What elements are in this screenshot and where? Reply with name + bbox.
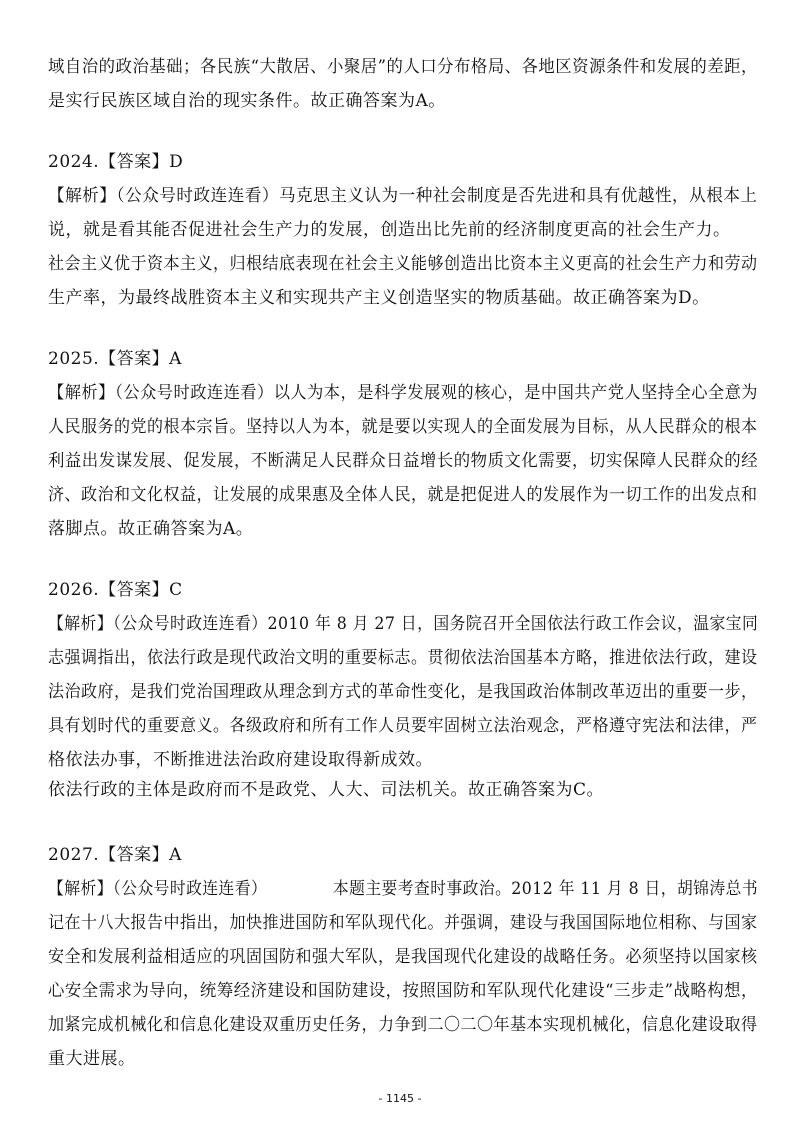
text-line: 依法行政的主体是政府而不是政党、人大、司法机关。故正确答案为C。 (48, 780, 605, 800)
text-line: 社会主义优于资本主义，归根结底表现在社会主义能够创造出比资本主义更高的社会生产力和劳动 (48, 254, 758, 274)
text-line: 【解析】（公众号时政连连看）马克思主义认为一种社会制度是否先进和具有优越性，从根本上 (48, 186, 758, 206)
text-line: 生产率，为最终战胜资本主义和实现共产主义创造坚实的物质基础。故正确答案为D。 (48, 288, 710, 308)
text-line: 是实行民族区域自治的现实条件。故正确答案为A。 (48, 91, 446, 111)
text-line: 心安全需求为导向，统筹经济建设和国防建设，按照国防和军队现代化建设“三步走”战略构想， (48, 981, 758, 1001)
text-line: 【解析】（公众号时政连连看）以人为本，是科学发展观的核心，是中国共产党人坚持全心全意为 (48, 383, 758, 403)
text-line: 济、政治和文化权益，让发展的成果惠及全体人民，就是把促进人的发展作为一切工作的出发点和 (48, 485, 758, 505)
text-line: 志强调指出，依法行政是现代政治文明的重要标志。贯彻依法治国基本方略，推进依法行政，建设 (48, 648, 758, 668)
text-line: 重大进展。 (48, 1049, 136, 1069)
text-line: 域自治的政治基础；各民族“大散居、小聚居”的人口分布格局、各地区资源条件和发展的差距， (48, 57, 758, 77)
answer-heading-2027: 2027.【答案】A (48, 845, 182, 865)
text-line: 安全和发展利益相适应的巩固国防和强大军队，是我国现代化建设的战略任务。必须坚持以国家核 (48, 947, 758, 967)
text-line: 加紧完成机械化和信息化建设双重历史任务，力争到二〇二〇年基本实现机械化，信息化建设取得 (48, 1015, 758, 1035)
text-line: 法治政府，是我们党治国理政从理念到方式的革命性变化，是我国政治体制改革迈出的重要一步， (48, 682, 758, 702)
page-number: - 1145 - (378, 1092, 422, 1105)
text-line: 【解析】（公众号时政连连看） 本题主要考查时事政治。2012 年 11 月 8 日，胡锦涛总书 (48, 879, 759, 899)
text-line: 格依法办事，不断推进法治政府建设取得新成效。 (48, 750, 433, 770)
answer-heading-2024: 2024.【答案】D (48, 152, 184, 172)
text-line: 【解析】（公众号时政连连看）2010 年 8 月 27 日，国务院召开全国依法行政工作会议，温家宝同 (48, 614, 759, 634)
answer-heading-2026: 2026.【答案】C (48, 580, 183, 600)
answer-heading-2025: 2025.【答案】A (48, 349, 182, 369)
text-line: 人民服务的党的根本宗旨。坚持以人为本，就是要以实现人的全面发展为目标，从人民群众的根本 (48, 417, 758, 437)
text-line: 利益出发谋发展、促发展，不断满足人民群众日益增长的物质文化需要，切实保障人民群众的经 (48, 451, 758, 471)
text-line: 说，就是看其能否促进社会生产力的发展，创造出比先前的经济制度更高的社会生产力。 (48, 220, 731, 240)
text-line: 落脚点。故正确答案为A。 (48, 519, 254, 539)
text-line: 具有划时代的重要意义。各级政府和所有工作人员要牢固树立法治观念，严格遵守宪法和法律，严 (48, 716, 758, 736)
text-line: 记在十八大报告中指出，加快推进国防和军队现代化。并强调，建设与我国国际地位相称、与国家 (48, 913, 758, 933)
